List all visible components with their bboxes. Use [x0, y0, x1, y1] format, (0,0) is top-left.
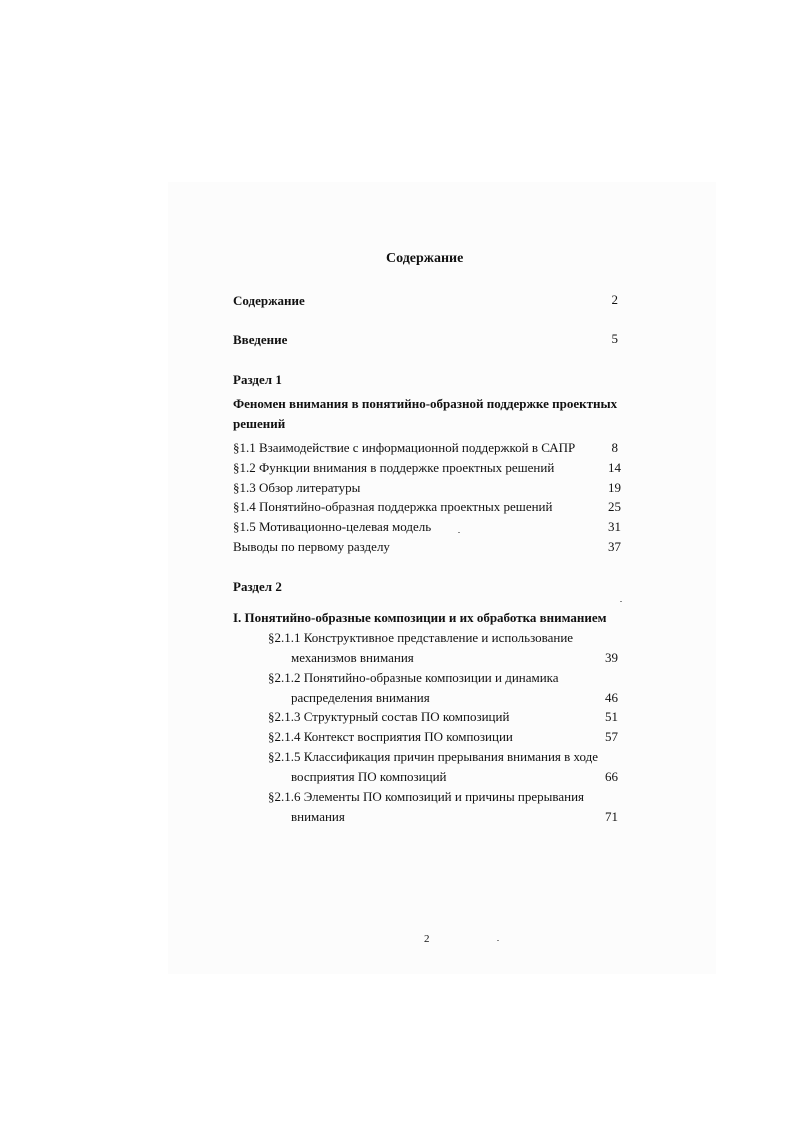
toc-page-introduction: 5	[611, 331, 618, 346]
toc-subitem-line2: внимания	[291, 809, 345, 824]
toc-item-page: 31	[608, 519, 621, 534]
toc-subitem-line1: §2.1.4 Контекст восприятия ПО композиции	[268, 729, 513, 744]
toc-subitem-page: 66	[605, 769, 618, 784]
scan-speck	[497, 940, 499, 941]
page-title: Содержание	[386, 251, 464, 266]
toc-subitem-page: 46	[605, 690, 618, 705]
toc-item-page: 25	[608, 499, 621, 514]
toc-subitem-line1: §2.1.2 Понятийно-образные композиции и динамика	[268, 670, 559, 685]
section-1-heading: Раздел 1	[233, 372, 282, 387]
toc-subitem-page: 39	[605, 650, 618, 665]
toc-subitem-page: 51	[605, 709, 618, 724]
toc-subitem-line1: §2.1.1 Конструктивное представление и использование	[268, 630, 574, 645]
toc-item-page: 8	[611, 440, 618, 455]
toc-item-page: 14	[608, 460, 621, 475]
scan-speck	[458, 532, 460, 533]
toc-subitem-line1: §2.1.6 Элементы ПО композиций и причины прерывания	[268, 789, 585, 804]
toc-item-page: 19	[608, 480, 621, 495]
toc-item: §1.1 Взаимодействие с информационной поддержкой в САПР	[233, 440, 576, 455]
toc-subitem-page: 57	[605, 729, 618, 744]
toc-subitem-line2: механизмов внимания	[291, 650, 414, 665]
toc-entry-introduction: Введение	[233, 332, 288, 347]
toc-item: §1.2 Функции внимания в поддержке проектных решений	[233, 460, 555, 475]
toc-subitem-line2: восприятия ПО композиций	[291, 769, 447, 784]
toc-item: §1.5 Мотивационно-целевая модель	[233, 519, 432, 534]
section-2-subtitle: I. Понятийно-образные композиции и их обработка вниманием	[233, 610, 607, 625]
toc-item-page: 37	[608, 539, 621, 554]
toc-page-contents: 2	[611, 292, 618, 307]
scan-speck	[620, 601, 622, 602]
page-number: 2	[424, 933, 430, 945]
section-1-subtitle-line2: решений	[233, 416, 286, 431]
section-1-subtitle-line1: Феномен внимания в понятийно-образной поддержке проектных	[233, 396, 618, 411]
toc-item: §1.3 Обзор литературы	[233, 480, 361, 495]
toc-entry-contents: Содержание	[233, 293, 305, 308]
toc-subitem-line1: §2.1.3 Структурный состав ПО композиций	[268, 709, 510, 724]
toc-subitem-page: 71	[605, 809, 618, 824]
toc-subitem-line1: §2.1.5 Классификация причин прерывания внимания в ходе	[268, 749, 599, 764]
toc-item: Выводы по первому разделу	[233, 539, 390, 554]
section-2-heading: Раздел 2	[233, 579, 282, 594]
toc-subitem-line2: распределения внимания	[291, 690, 430, 705]
toc-item: §1.4 Понятийно-образная поддержка проектных решений	[233, 499, 553, 514]
